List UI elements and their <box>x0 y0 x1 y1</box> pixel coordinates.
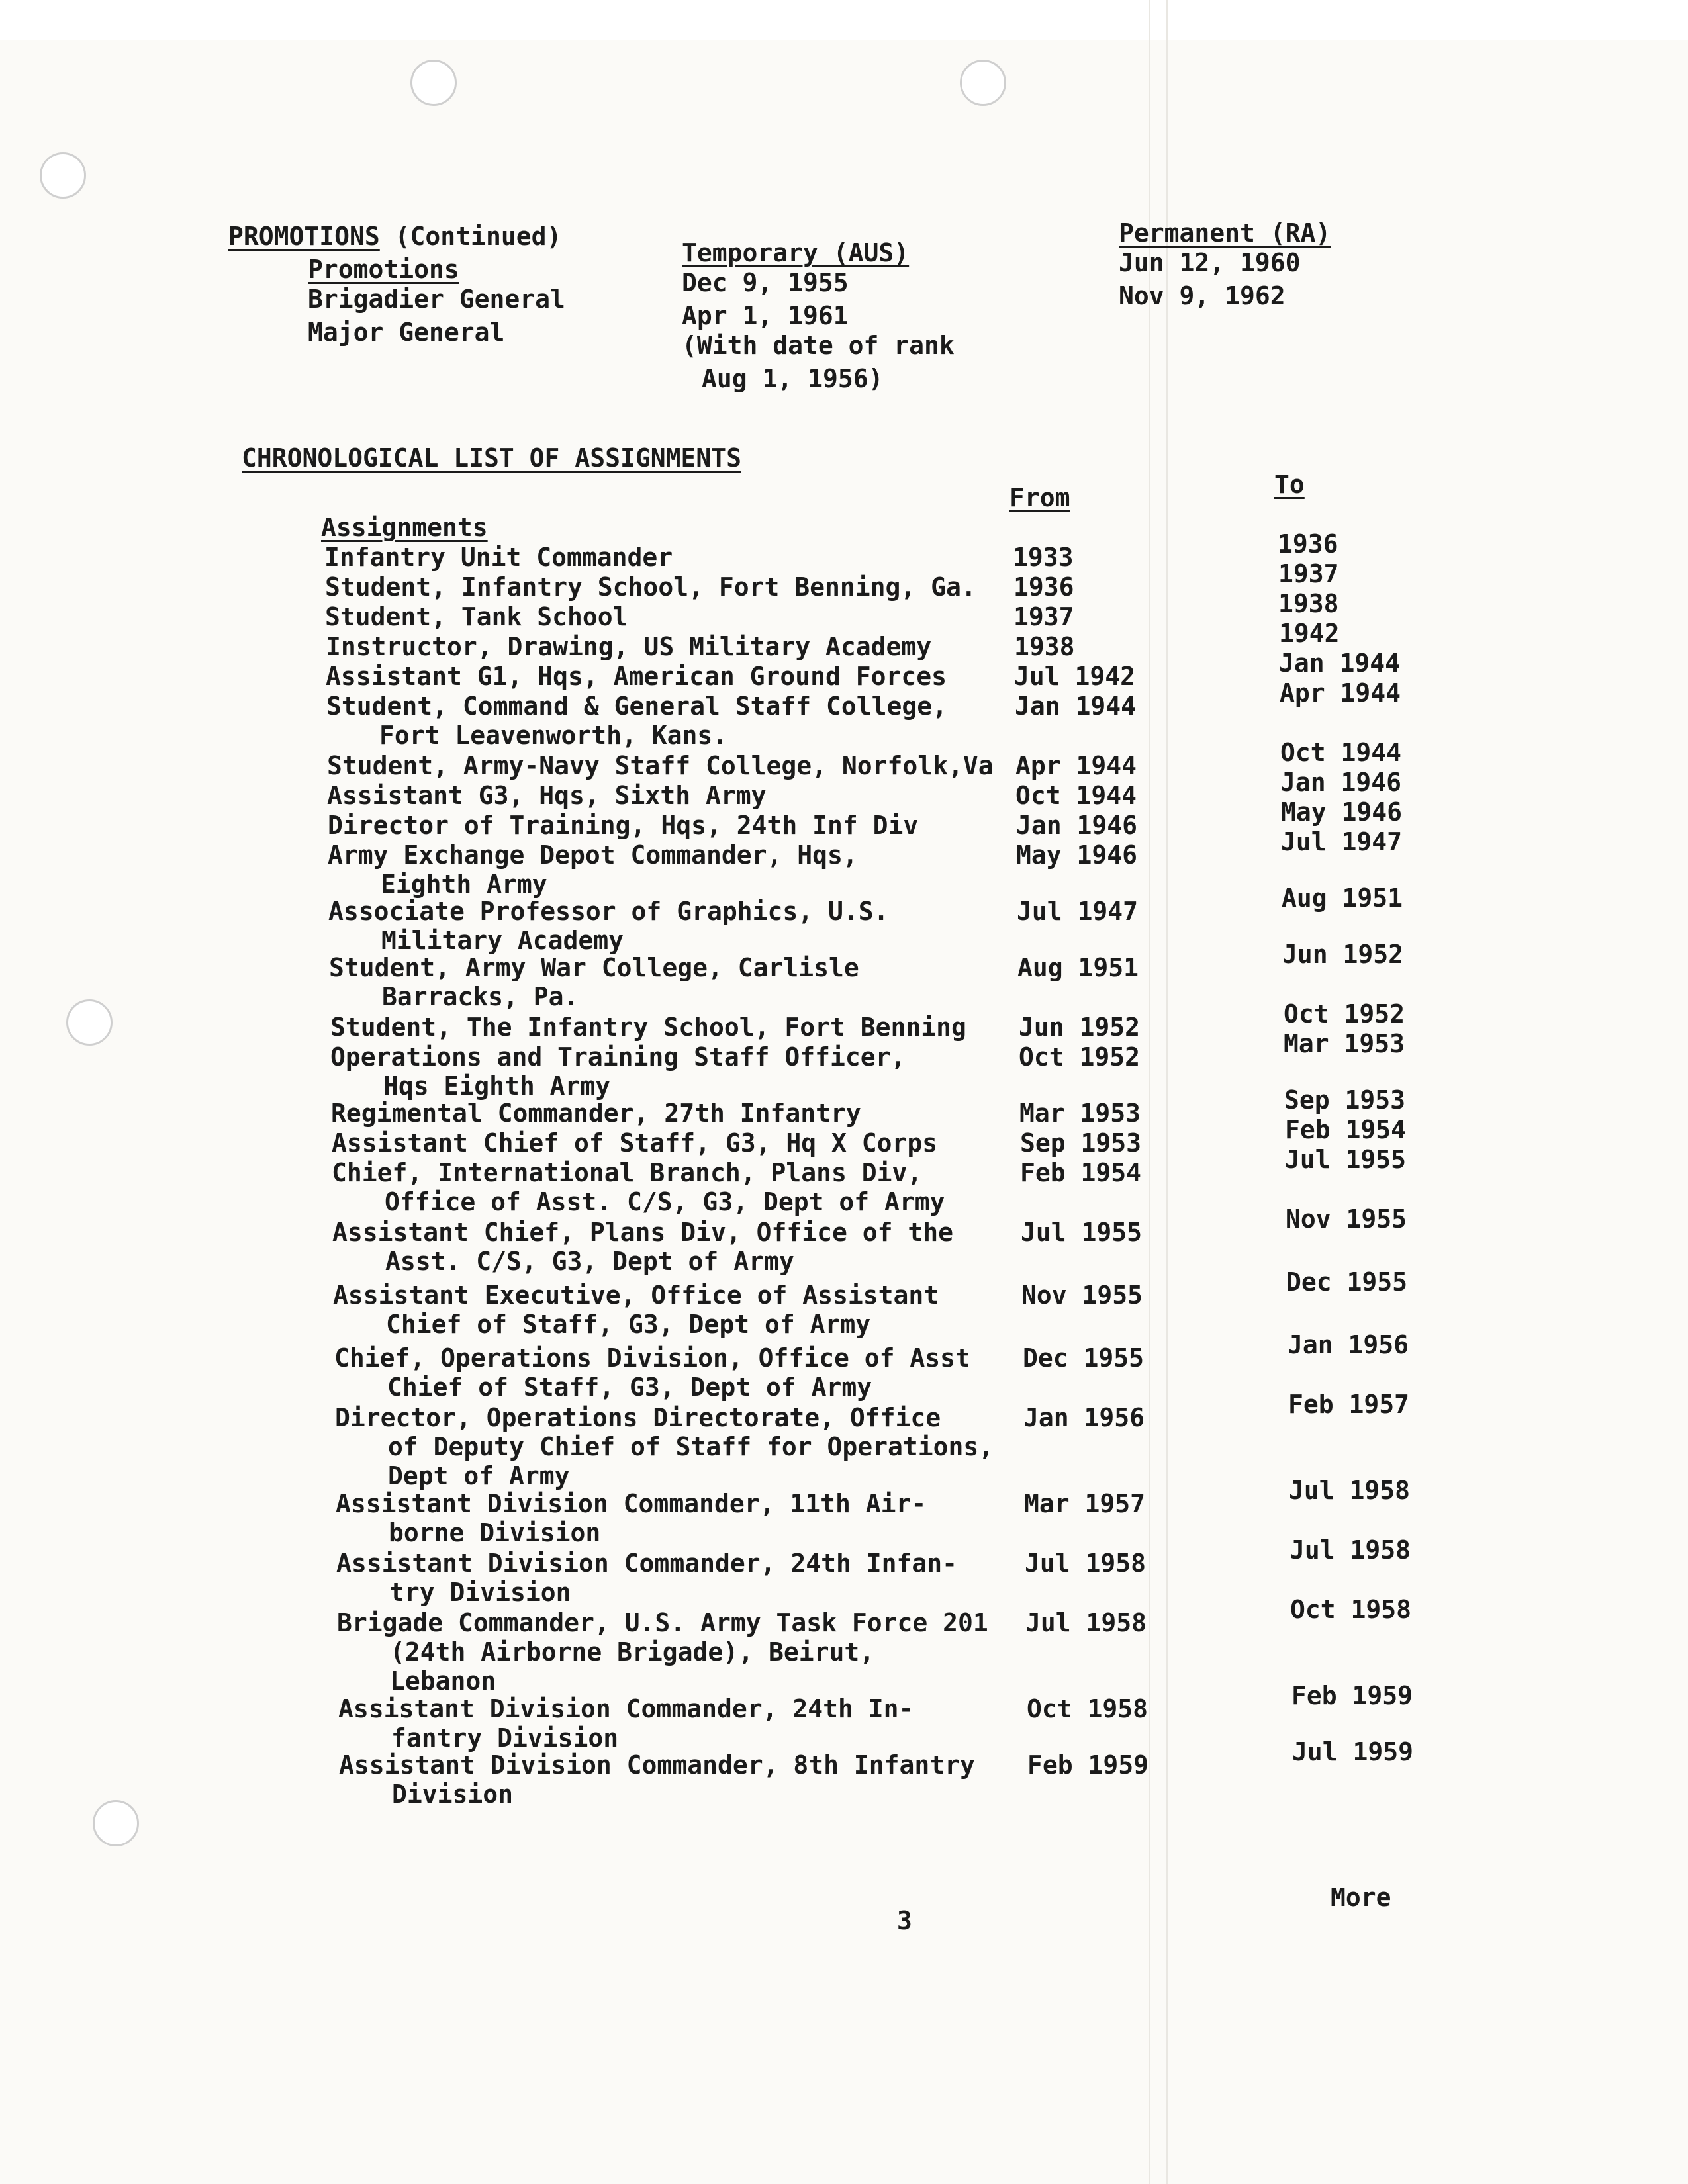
assignment-from: Aug 1951 <box>1017 953 1139 982</box>
assignment-to: Oct 1952 <box>1284 999 1405 1028</box>
assignment-title: Student, Army War College, Carlisle <box>329 953 859 982</box>
assignment-from: Feb 1959 <box>1027 1751 1149 1780</box>
assignment-from: Sep 1953 <box>1020 1128 1142 1158</box>
assignment-title: Student, Army-Navy Staff College, Norfolk,Va <box>327 751 994 780</box>
promotions-heading-suffix: (Continued) <box>395 222 562 251</box>
assignment-title: Chief, Operations Division, Office of Asst <box>334 1343 970 1373</box>
assignment-from: Mar 1953 <box>1019 1099 1141 1128</box>
assignment-title-continued: Lebanon <box>390 1666 496 1696</box>
assignment-from: Oct 1952 <box>1019 1042 1141 1071</box>
promotion-rank: Brigadier General <box>308 285 565 314</box>
assignment-title: Assistant Division Commander, 8th Infantry <box>339 1751 975 1780</box>
promotion-permanent-date: Nov 9, 1962 <box>1119 281 1286 310</box>
assignment-from: May 1946 <box>1016 841 1138 870</box>
assignment-from: Oct 1944 <box>1015 781 1137 810</box>
assignment-to: Jul 1958 <box>1289 1535 1411 1565</box>
assignment-title-continued: fantry Division <box>391 1723 619 1752</box>
assignment-title-continued: Chief of Staff, G3, Dept of Army <box>387 1373 872 1402</box>
assignment-title: Assistant Division Commander, 24th In- <box>338 1694 914 1723</box>
promotions-heading-text: PROMOTIONS <box>228 222 380 251</box>
assignment-title: Instructor, Drawing, US Military Academy <box>326 632 932 661</box>
permanent-col-label: Permanent (RA) <box>1119 218 1331 248</box>
assignment-title: Student, Command & General Staff College, <box>326 692 947 721</box>
promotion-note: Aug 1, 1956) <box>702 364 884 393</box>
assignment-title: Assistant Division Commander, 11th Air- <box>336 1489 927 1518</box>
assignment-to: Feb 1954 <box>1285 1115 1407 1144</box>
promotions-col-label: Promotions <box>308 255 459 284</box>
assignment-to: Jul 1958 <box>1289 1476 1411 1505</box>
assignment-title: Brigade Commander, U.S. Army Task Force 201 <box>337 1608 988 1637</box>
assignment-title: Assistant Chief, Plans Div, Office of the <box>332 1218 953 1247</box>
assignment-from: Dec 1955 <box>1023 1343 1145 1373</box>
assignment-to: May 1946 <box>1281 797 1403 827</box>
assignment-title: Assistant Chief of Staff, G3, Hq X Corps <box>332 1128 938 1158</box>
assignment-from: 1933 <box>1013 543 1074 572</box>
assignment-from: Feb 1954 <box>1020 1158 1142 1187</box>
promotion-temporary-date: Dec 9, 1955 <box>682 268 849 297</box>
to-col-label: To <box>1274 470 1305 499</box>
assignment-to: Sep 1953 <box>1284 1085 1406 1115</box>
assignment-to: Mar 1953 <box>1284 1029 1405 1058</box>
assignment-from: Nov 1955 <box>1021 1281 1143 1310</box>
assignment-title-continued: Eighth Army <box>381 870 547 899</box>
assignment-title-continued: Fort Leavenworth, Kans. <box>379 721 728 750</box>
assignment-to: Jan 1946 <box>1280 768 1402 797</box>
assignment-to: Oct 1944 <box>1280 738 1402 767</box>
assignment-to: Apr 1944 <box>1280 678 1401 707</box>
page-number: 3 <box>897 1906 912 1935</box>
assignment-from: Jul 1958 <box>1025 1608 1147 1637</box>
assignment-title: Assistant Division Commander, 24th Infan- <box>336 1549 957 1578</box>
assignment-title: Army Exchange Depot Commander, Hqs, <box>328 841 858 870</box>
assignment-from: 1938 <box>1014 632 1075 661</box>
assignment-title-continued: of Deputy Chief of Staff for Operations, <box>388 1432 994 1461</box>
assignment-to: 1938 <box>1278 589 1339 618</box>
assignment-from: 1937 <box>1013 602 1074 631</box>
assignment-title-continued: Hqs Eighth Army <box>383 1071 611 1101</box>
assignment-to: Jul 1947 <box>1281 827 1403 856</box>
assignment-title: Assistant G3, Hqs, Sixth Army <box>327 781 767 810</box>
promotion-permanent-date: Jun 12, 1960 <box>1119 248 1301 277</box>
assignment-from: Jun 1952 <box>1019 1013 1141 1042</box>
assignment-from: Jul 1942 <box>1014 662 1136 691</box>
promotion-note: (With date of rank <box>682 331 955 360</box>
assignment-from: Mar 1957 <box>1024 1489 1146 1518</box>
assignment-from: 1936 <box>1013 572 1074 602</box>
assignment-to: Jun 1952 <box>1282 940 1404 969</box>
promotion-rank: Major General <box>308 318 505 347</box>
assignment-to: 1942 <box>1279 619 1340 648</box>
assignment-from: Jan 1956 <box>1023 1403 1145 1432</box>
more-indicator: More <box>1331 1883 1391 1912</box>
assignment-title: Assistant Executive, Office of Assistant <box>333 1281 939 1310</box>
assignment-title: Regimental Commander, 27th Infantry <box>331 1099 861 1128</box>
assignment-from: Jul 1947 <box>1017 897 1139 926</box>
assignment-from: Apr 1944 <box>1015 751 1137 780</box>
assignment-title: Associate Professor of Graphics, U.S. <box>328 897 889 926</box>
assignment-to: Jan 1956 <box>1288 1330 1409 1359</box>
assignment-from: Jan 1944 <box>1015 692 1137 721</box>
assignment-to: Feb 1959 <box>1291 1681 1413 1710</box>
assignment-title-continued: Barracks, Pa. <box>382 982 579 1011</box>
assignment-title-continued: Asst. C/S, G3, Dept of Army <box>385 1247 794 1276</box>
assignment-title: Operations and Training Staff Officer, <box>330 1042 906 1071</box>
assignment-title-continued: (24th Airborne Brigade), Beirut, <box>390 1637 875 1666</box>
assignment-title: Director, Operations Directorate, Office <box>335 1403 941 1432</box>
assignment-title-continued: Division <box>392 1780 514 1809</box>
assignment-from: Jan 1946 <box>1016 811 1138 840</box>
assignment-title-continued: Chief of Staff, G3, Dept of Army <box>386 1310 871 1339</box>
assignment-title: Student, Infantry School, Fort Benning, Ga. <box>325 572 976 602</box>
from-col-label: From <box>1009 483 1070 512</box>
assignments-heading: CHRONOLOGICAL LIST OF ASSIGNMENTS <box>242 443 741 473</box>
assignment-to: 1937 <box>1278 559 1339 588</box>
assignment-to: Jan 1944 <box>1279 649 1401 678</box>
temporary-col-label: Temporary (AUS) <box>682 238 910 267</box>
assignment-to: 1936 <box>1278 529 1338 559</box>
assignment-title-continued: Dept of Army <box>388 1461 570 1490</box>
assignments-col-label: Assignments <box>321 513 488 542</box>
assignment-to: Jul 1959 <box>1292 1737 1414 1766</box>
assignment-title-continued: Military Academy <box>381 926 624 955</box>
assignment-title-continued: try Division <box>389 1578 571 1607</box>
assignment-title: Student, Tank School <box>325 602 628 631</box>
assignment-title: Assistant G1, Hqs, American Ground Forces <box>326 662 947 691</box>
assignment-title: Infantry Unit Commander <box>324 543 673 572</box>
assignment-to: Dec 1955 <box>1286 1267 1408 1297</box>
assignment-to: Aug 1951 <box>1282 884 1403 913</box>
assignment-title-continued: borne Division <box>389 1518 601 1547</box>
assignment-title: Chief, International Branch, Plans Div, <box>332 1158 923 1187</box>
assignment-from: Oct 1958 <box>1027 1694 1149 1723</box>
assignment-from: Jul 1955 <box>1021 1218 1143 1247</box>
assignment-title-continued: Office of Asst. C/S, G3, Dept of Army <box>385 1187 945 1216</box>
assignment-title: Student, The Infantry School, Fort Benning <box>330 1013 966 1042</box>
assignment-to: Nov 1955 <box>1286 1205 1407 1234</box>
assignment-to: Oct 1958 <box>1290 1595 1412 1624</box>
assignment-to: Jul 1955 <box>1285 1145 1407 1174</box>
assignment-to: Feb 1957 <box>1288 1390 1410 1419</box>
promotion-temporary-date: Apr 1, 1961 <box>682 301 849 330</box>
assignment-from: Jul 1958 <box>1025 1549 1147 1578</box>
assignment-title: Director of Training, Hqs, 24th Inf Div <box>328 811 919 840</box>
